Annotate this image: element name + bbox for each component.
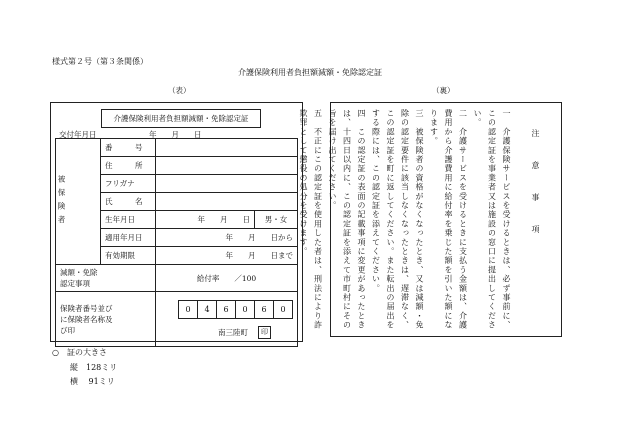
insurer-digit: 0	[273, 300, 293, 319]
row-label: 住 所	[101, 157, 156, 175]
birth-date-field[interactable]: 年 月 日	[156, 211, 255, 229]
issue-date-value: 年 月 日	[149, 130, 202, 139]
benefit-rate-field[interactable]: 給付率 ／100	[156, 265, 298, 292]
insured-label: 被保険者	[57, 174, 66, 229]
card-size-width: 横 91ミリ	[70, 377, 115, 386]
note-item: 三 被保険者の資格がなくなったとき、又は減額・免除の認定要件に該当しなくなったときは、遅滞なく、この認定証を町に返してください。また転出の届出をする際には、この認定証を添えてください。	[371, 109, 424, 330]
notes-heading: 注 意 事 項	[531, 129, 540, 241]
name-field[interactable]	[156, 193, 298, 211]
note-item: 四 この認定証の表面の記載事項に変更があったときは、十四日以内に、この認定証を添えて市町村にその旨を届け出てください。	[328, 109, 366, 330]
seal-icon: 印	[258, 326, 271, 339]
notes-list	[296, 109, 514, 334]
insurer-digit: 0	[235, 300, 254, 319]
note-item: 五 不正にこの認定証を使用した者は、刑法により詐欺罪として懲役の処分を受けます。	[299, 109, 323, 330]
card-size-height: 縦 128ミリ	[70, 363, 118, 372]
form-number: 様式第２号（第３条関係）	[52, 57, 148, 66]
row-label: フリガナ	[101, 175, 156, 193]
row-label: 氏 名	[101, 193, 156, 211]
page-title: 介護保険利用者負担額減額・免除認定証	[238, 68, 382, 77]
reduction-label: 減額・免除 認定事項	[56, 265, 156, 292]
insurer-digit: 4	[197, 300, 216, 319]
certificate-front	[50, 102, 303, 342]
note-item: 一 介護保険サービスを受けるときは、必ず事前に、この認定証を事業者又は施設の窓口に提出してください。	[473, 109, 511, 330]
insurer-cell	[156, 292, 298, 347]
gender-field[interactable]: 男・女	[255, 211, 298, 229]
furigana-field[interactable]	[156, 175, 298, 193]
insurer-digit: 0	[178, 300, 197, 319]
certificate-title-box	[101, 109, 261, 128]
insured-label-cell	[56, 139, 101, 265]
number-field[interactable]	[156, 139, 298, 157]
insured-table	[55, 138, 298, 347]
card-size-heading: ○ 証の大きさ	[52, 348, 107, 357]
insurer-digit: 6	[254, 300, 273, 319]
row-label: 有効期限	[101, 247, 156, 265]
insurer-label: 保険者番号並び に保険者名称及 び印	[56, 292, 156, 347]
row-label: 適用年月日	[101, 229, 156, 247]
address-field[interactable]	[156, 157, 298, 175]
note-item: 二 介護サービスを受けるときに支払う金額は、介護費用から介護費用に給付率を乗じた額を引いた額になります。	[429, 109, 468, 330]
insurer-number	[178, 300, 293, 319]
circle-bullet-icon: ○	[52, 348, 59, 357]
issue-date-label: 交付年月日	[59, 130, 97, 139]
expiry-date-field[interactable]: 年 月 日まで	[156, 247, 298, 265]
row-label: 生年月日	[101, 211, 156, 229]
insurer-name: 南三陸町	[218, 327, 248, 337]
certificate-title: 介護保険利用者負担額減額・免除認定証	[113, 114, 249, 123]
insurer-digit: 6	[216, 300, 235, 319]
back-label: （裏）	[432, 86, 455, 95]
certificate-back	[299, 102, 562, 337]
row-label: 番 号	[101, 139, 156, 157]
effective-date-field[interactable]: 年 月 日から	[156, 229, 298, 247]
front-label: （表）	[168, 86, 191, 95]
